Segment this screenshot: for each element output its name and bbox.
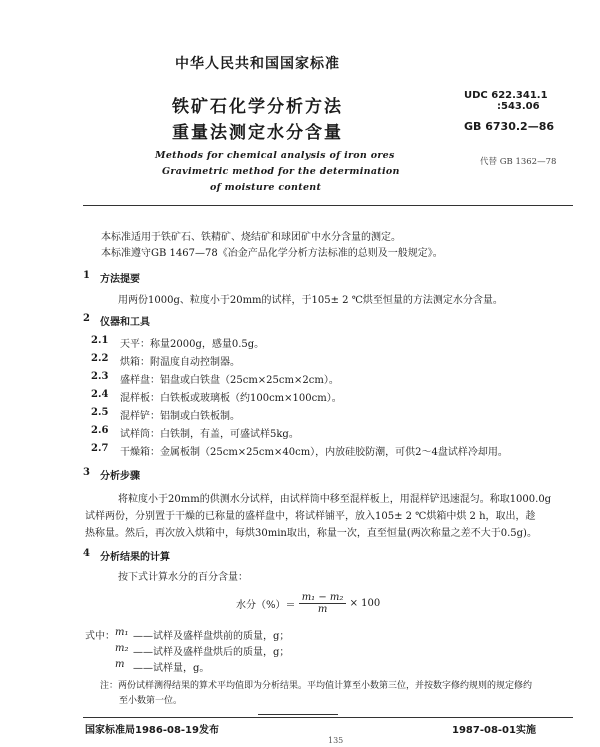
formula-lhs: 水分（%）＝ bbox=[236, 600, 296, 611]
item-text: 混样铲：铝制或白铁板制。 bbox=[120, 411, 240, 422]
doc-title-line2: 重量法测定水分含量 bbox=[172, 123, 343, 143]
replaces-standard: 代替 GB 1362—78 bbox=[480, 157, 557, 167]
section-1-text: 用两份1000g、粒度小于20mm的试样，于105± 2 ℃烘至恒量的方法测定水分含量。 bbox=[118, 295, 503, 306]
symbol-m-definition: ——试样量，g。 bbox=[133, 663, 210, 674]
item-text: 试样筒：白铁制，有盖，可盛试样5kg。 bbox=[120, 429, 299, 440]
english-title-line1: Methods for chemical analysis of iron ores bbox=[155, 150, 395, 161]
udc-code: UDC 622.341.1 bbox=[464, 90, 548, 101]
section-4-number: 4 bbox=[83, 548, 90, 559]
section-3-text-line2: 试样两份，分别置于干燥的已称量的盛样盘中，将试样铺平，放入105± 2 ℃烘箱中烘 2 h，取出，趁 bbox=[85, 511, 536, 522]
intro-reference: 本标准遵守GB 1467—78《冶金产品化学分析方法标准的总则及一般规定》。 bbox=[101, 248, 443, 259]
header-divider bbox=[83, 205, 573, 206]
item-number: 2.5 bbox=[91, 407, 109, 418]
formula-denominator: m bbox=[317, 604, 328, 615]
item-text: 烘箱：附温度自动控制器。 bbox=[120, 357, 240, 368]
item-text: 混样板：白铁板或玻璃板（约100cm×100cm）。 bbox=[120, 393, 342, 404]
section-4-lead: 按下式计算水分的百分含量： bbox=[118, 572, 248, 583]
item-number: 2.1 bbox=[91, 335, 109, 346]
effective-date: 1987-08-01实施 bbox=[452, 725, 536, 736]
item-number: 2.7 bbox=[91, 443, 109, 454]
section-2-number: 2 bbox=[83, 313, 90, 324]
moisture-formula bbox=[236, 592, 380, 615]
doc-title-line1: 铁矿石化学分析方法 bbox=[172, 97, 343, 117]
section-4-title: 分析结果的计算 bbox=[100, 552, 170, 563]
section-1-title: 方法提要 bbox=[100, 274, 140, 285]
issue-date: 国家标准局1986-08-19发布 bbox=[85, 725, 219, 736]
symbol-m2-definition: ——试样及盛样盘烘后的质量，g； bbox=[133, 647, 290, 658]
section-3-title: 分析步骤 bbox=[100, 471, 140, 482]
english-title-line2: Gravimetric method for the determination bbox=[162, 166, 400, 177]
item-number: 2.3 bbox=[91, 371, 109, 382]
udc-code-sub: :543.06 bbox=[497, 101, 540, 112]
section-2-title: 仪器和工具 bbox=[100, 317, 150, 328]
end-rule bbox=[258, 714, 338, 715]
symbol-m1: m₁ bbox=[115, 627, 129, 638]
item-text: 干燥箱：金属板制（25cm×25cm×40cm），内放硅胶防潮，可供2～4盘试样冷却用。 bbox=[120, 447, 508, 458]
formula-rhs: × 100 bbox=[349, 598, 381, 609]
english-title-line3: of moisture content bbox=[210, 182, 322, 193]
standard-org-header: 中华人民共和国国家标准 bbox=[175, 56, 340, 72]
symbol-m2: m₂ bbox=[115, 643, 129, 654]
section-3-text-line1: 将粒度小于20mm的供测水分试样，由试样筒中移至混样板上，用混样铲迅速混匀。称取1000.0g bbox=[118, 494, 552, 505]
item-text: 天平：称量2000g，感量0.5g。 bbox=[120, 339, 265, 350]
footer-divider bbox=[83, 717, 573, 718]
symbol-m1-definition: ——试样及盛样盘烘前的质量，g； bbox=[133, 631, 290, 642]
gb-number: GB 6730.2—86 bbox=[464, 120, 554, 133]
where-label: 式中： bbox=[85, 631, 115, 642]
section-3-text-line3: 热称量。然后，再次放入烘箱中，每烘30min取出，称量一次，直至恒量(两次称量之差不大于0.5g)。 bbox=[85, 528, 537, 539]
item-text: 盛样盘：铝盘或白铁盘（25cm×25cm×2cm）。 bbox=[120, 375, 339, 386]
intro-scope: 本标准适用于铁矿石、铁精矿、烧结矿和球团矿中水分含量的测定。 bbox=[101, 232, 401, 243]
section-1-number: 1 bbox=[83, 270, 90, 281]
formula-fraction bbox=[299, 592, 347, 615]
note-line1: 注：两份试样测得结果的算术平均值即为分析结果。平均值计算至小数第三位，并按数字修约规则的规定修约 bbox=[100, 681, 533, 691]
item-number: 2.4 bbox=[91, 389, 109, 400]
formula-numerator: m₁ − m₂ bbox=[299, 592, 347, 604]
item-number: 2.2 bbox=[91, 353, 109, 364]
page-number: 135 bbox=[328, 736, 344, 745]
item-number: 2.6 bbox=[91, 425, 109, 436]
section-3-number: 3 bbox=[83, 467, 90, 478]
note-line2: 至小数第一位。 bbox=[119, 696, 183, 706]
symbol-m: m bbox=[115, 659, 125, 670]
